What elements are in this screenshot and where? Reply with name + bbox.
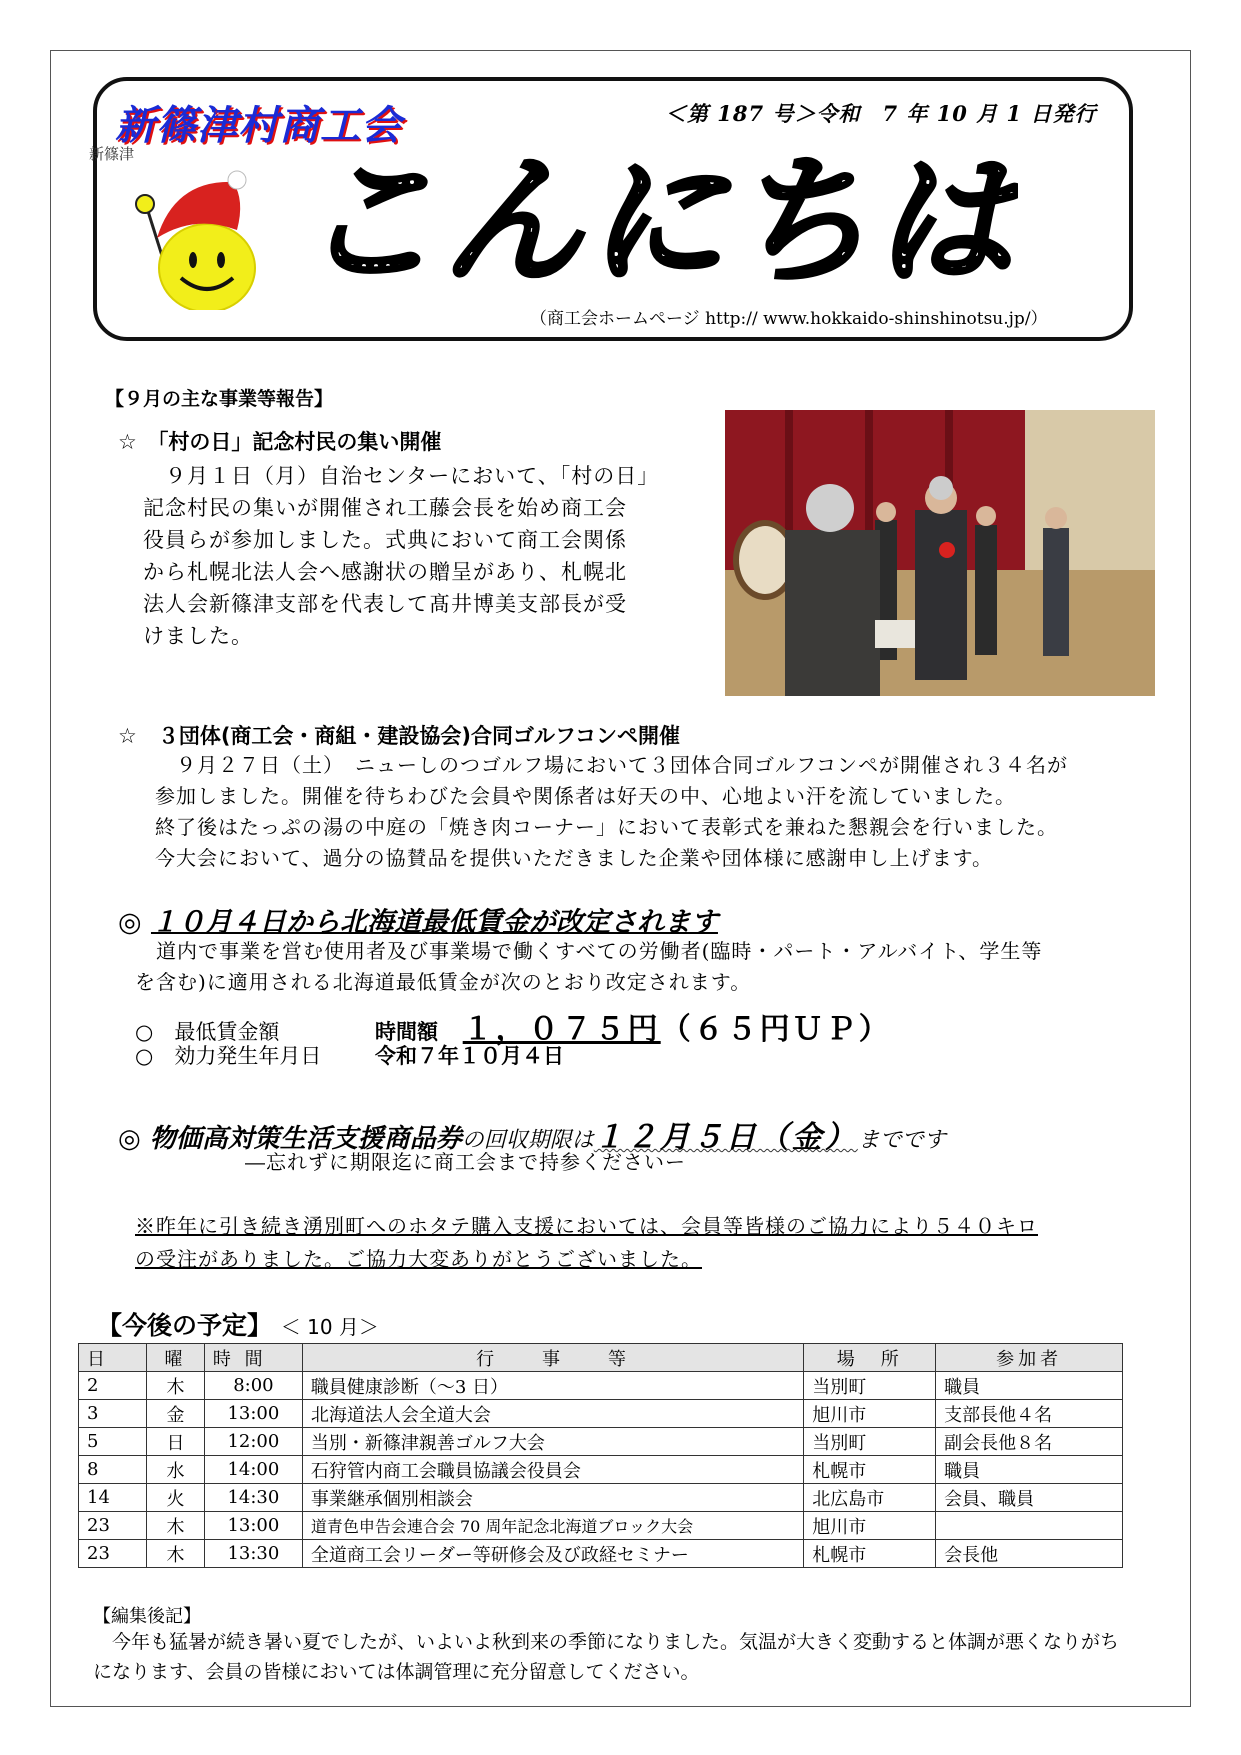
voucher-sub: ―忘れずに期限迄に商工会まで持参くださいー: [245, 1150, 686, 1174]
homepage-url: （商工会ホームページ http:// www.hokkaido-shinshinotsu.jp/）: [530, 309, 1048, 329]
min-wage-row-date: [135, 1040, 564, 1070]
schedule-header-row: [79, 1344, 1123, 1372]
newsletter-title: [298, 140, 1018, 300]
report-item1-line: 記念村民の集いが開催され工藤会長を始め商工会: [143, 496, 627, 520]
cell-time: 14:30: [204, 1484, 302, 1512]
min-wage-date-value: 令和７年１０月４日: [375, 1044, 564, 1068]
cell-weekday: 日: [146, 1428, 204, 1456]
cell-attendees: 会長他: [936, 1540, 1123, 1568]
report-item2-line: 今大会において、過分の協賛品を提供いただきました企業や団体様に感謝申し上げます。: [155, 846, 993, 870]
voucher-mid: の回収期限は: [461, 1128, 594, 1153]
report-item2-line: 終了後はたっぷの湯の中庭の「焼き肉コーナー」において表彰式を兼ねた懇親会を行いました。: [155, 815, 1058, 839]
cell-place: 札幌市: [804, 1540, 936, 1568]
ceremony-photo: [725, 410, 1155, 696]
table-row: [79, 1372, 1123, 1400]
min-wage-amount-label: ○ 最低賃金額: [135, 1020, 280, 1044]
voucher-tail: までです: [857, 1128, 946, 1153]
cell-attendees: 会員、職員: [936, 1484, 1123, 1512]
cell-day: 23: [79, 1512, 147, 1540]
cell-day: 8: [79, 1456, 147, 1484]
org-name: 新篠津村商工会: [115, 103, 402, 149]
schedule-table: [78, 1343, 1123, 1568]
col-event: 行 事 等: [302, 1344, 803, 1372]
cell-event: 北海道法人会全道大会: [302, 1400, 803, 1428]
schedule-month: ＜ 10 月＞: [280, 1315, 379, 1339]
min-wage-title: １０月４日から北海道最低賃金が改定されます: [150, 907, 718, 938]
cell-event: 職員健康診断（～3 日）: [302, 1372, 803, 1400]
col-day: 日: [79, 1344, 147, 1372]
report-item2-line: ９月２７日（土） ニューしのつゴルフ場において３団体合同ゴルフコンペが開催され３４名が: [155, 753, 1068, 777]
cell-day: 2: [79, 1372, 147, 1400]
cell-time: 13:00: [204, 1512, 302, 1540]
cell-event: 道青色申告会連合会 70 周年記念北海道ブロック大会: [302, 1512, 803, 1540]
voucher-title: 物価高対策生活支援商品券: [149, 1124, 462, 1154]
cell-time: 13:30: [204, 1540, 302, 1568]
table-row: [79, 1456, 1123, 1484]
report-item1-body: [143, 460, 723, 652]
smiley-mascot-icon: [125, 160, 275, 310]
voucher-deadline: １２月５日（金）: [593, 1120, 858, 1155]
table-row: [79, 1400, 1123, 1428]
min-wage-line: 道内で事業を営む使用者及び事業場で働くすべての労働者(臨時・パート・アルバイト、学生等: [135, 939, 1043, 963]
min-wage-date-label: ○ 効力発生年月日: [135, 1044, 322, 1068]
cell-weekday: 木: [146, 1372, 204, 1400]
cell-time: 8:00: [204, 1372, 302, 1400]
min-wage-amount-diff: （６５円ＵＰ）: [660, 1012, 892, 1047]
report-item1-title: ☆ 「村の日」記念村民の集い開催: [118, 430, 442, 454]
col-place: 場 所: [804, 1344, 936, 1372]
cell-day: 5: [79, 1428, 147, 1456]
cell-place: 旭川市: [804, 1400, 936, 1428]
cell-attendees: 職員: [936, 1456, 1123, 1484]
cell-weekday: 水: [146, 1456, 204, 1484]
svg-text:こんにちは: こんにちは: [298, 141, 1018, 300]
report-item1-line: 法人会新篠津支部を代表して髙井博美支部長が受: [143, 592, 627, 616]
cell-weekday: 金: [146, 1400, 204, 1428]
cell-attendees: 支部長他４名: [936, 1400, 1123, 1428]
postscript-text: 今年も猛暑が続き暑い夏でしたが、いよいよ秋到来の季節になりました。気温が大きく変動すると体調が悪くなりがちになります、会員の皆様においては体調管理に充分留意してください。: [93, 1631, 1120, 1683]
col-attendees: 参加者: [936, 1344, 1123, 1372]
report-item2-title: ☆ ３団体(商工会・商組・建設協会)合同ゴルフコンペ開催: [118, 724, 680, 748]
report-item2-body: [155, 750, 1145, 874]
cell-event: 事業継承個別相談会: [302, 1484, 803, 1512]
cell-event: 全道商工会リーダー等研修会及び政経セミナー: [302, 1540, 803, 1568]
table-row: [79, 1428, 1123, 1456]
cell-time: 14:00: [204, 1456, 302, 1484]
min-wage-line: を含む)に適用される北海道最低賃金が次のとおり改定されます。: [135, 970, 752, 994]
report-item1-line: ９月１日（月）自治センターにおいて、「村の日」: [143, 464, 660, 488]
org-name-small: 新篠津: [89, 145, 135, 163]
min-wage-heading: [118, 900, 718, 939]
hotate-note-line: の受注がありました。ご協力大変ありがとうございました。: [135, 1247, 702, 1271]
cell-weekday: 木: [146, 1512, 204, 1540]
report-item1-line: から札幌北法人会へ感謝状の贈呈があり、札幌北: [143, 560, 627, 584]
cell-place: 旭川市: [804, 1512, 936, 1540]
min-wage-mark: ◎: [118, 907, 142, 938]
min-wage-body: [135, 936, 1135, 998]
min-wage-amount-prefix: 時間額: [375, 1020, 438, 1044]
report-heading: 【９月の主な事業等報告】: [105, 388, 334, 410]
cell-place: 当別町: [804, 1428, 936, 1456]
cell-time: 12:00: [204, 1428, 302, 1456]
hotate-note-line: ※昨年に引き続き湧別町へのホタテ購入支援においては、会員等皆様のご協力により５４０キロ: [135, 1214, 1038, 1238]
postscript-heading: 【編集後記】: [93, 1606, 201, 1627]
voucher-mark: ◎: [118, 1124, 141, 1154]
cell-place: 北広島市: [804, 1484, 936, 1512]
cell-time: 13:00: [204, 1400, 302, 1428]
col-time: 時 間: [204, 1344, 302, 1372]
cell-event: 当別・新篠津親善ゴルフ大会: [302, 1428, 803, 1456]
cell-place: 札幌市: [804, 1456, 936, 1484]
schedule-heading: [97, 1306, 379, 1342]
table-row: [79, 1484, 1123, 1512]
report-item1-line: 役員らが参加しました。式典において商工会関係: [143, 528, 627, 552]
cell-attendees: 職員: [936, 1372, 1123, 1400]
min-wage-amount-value: １，０７５円: [462, 1012, 661, 1047]
col-weekday: 曜: [146, 1344, 204, 1372]
cell-day: 14: [79, 1484, 147, 1512]
report-item1-line: けました。: [143, 624, 253, 648]
schedule-title: 【今後の予定】: [97, 1311, 273, 1340]
table-row: [79, 1512, 1123, 1540]
cell-attendees: [936, 1512, 1123, 1540]
issue-line: ＜第 187 号＞令和 7 年 10 月 1 日発行: [665, 101, 1097, 126]
cell-attendees: 副会長他８名: [936, 1428, 1123, 1456]
cell-day: 23: [79, 1540, 147, 1568]
cell-weekday: 木: [146, 1540, 204, 1568]
cell-day: 3: [79, 1400, 147, 1428]
cell-weekday: 火: [146, 1484, 204, 1512]
table-row: [79, 1540, 1123, 1568]
cell-event: 石狩管内商工会職員協議会役員会: [302, 1456, 803, 1484]
cell-place: 当別町: [804, 1372, 936, 1400]
hotate-note: [135, 1210, 1135, 1276]
report-item2-line: 参加しました。開催を待ちわびた会員や関係者は好天の中、心地よい汗を流していました。: [155, 784, 1016, 808]
